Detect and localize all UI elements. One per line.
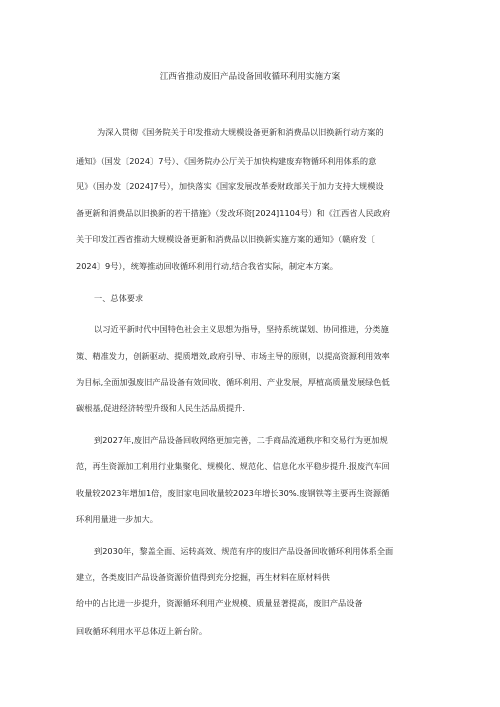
paragraph-line: 回收循环利用水平总体迈上新台阶。 — [76, 626, 208, 636]
intro-line: 通知》（国发〔2024〕7号）、《国务院办公厅关于加快构建废弃物循环利用体系的意 — [76, 156, 377, 166]
paragraph-line: 碳根基,促进经济转型升级和人民生活品质提升. — [76, 403, 245, 413]
intro-line: 2024〕9号），统筹推动回收循环利用行动,结合我省实际，制定本方案。 — [76, 261, 338, 271]
intro-line: 备更新和消费品以旧换新的若干措施》（发改环资[2024]1104号）和《江西省人民政府 — [76, 208, 391, 218]
paragraph-line: 为目标,全面加强废旧产品设备有效回收、循环利用、产业发展，厚植高质量发展绿色低 — [76, 377, 390, 387]
section-heading: 一、总体要求 — [94, 293, 144, 303]
intro-line: 关于印发江西省推动大规模设备更新和消费品以旧换新实施方案的通知》（赣府发〔 — [76, 234, 375, 244]
paragraph-line: 范，再生资源加工利用行业集聚化、规模化、规范化、信息化水平稳步提升.报废汽车回 — [76, 461, 390, 471]
intro-line: 为深入贯彻《国务院关于印发推动大规模设备更新和消费品以旧换新行动方案的 — [97, 127, 384, 137]
paragraph-line: 建立，各类废旧产品设备资源价值得到充分挖掘，再生材料在原材料供 — [76, 572, 330, 582]
paragraph-line: 环利用量进一步加大。 — [76, 514, 158, 524]
document-title: 江西省推动废旧产品设备回收循环利用实施方案 — [159, 72, 341, 82]
paragraph-line: 策、精准发力，创新驱动、提质增效,政府引导、市场主导的原则，以提高资源利用效率 — [76, 351, 390, 361]
paragraph-line: 给中的占比进一步提升，资源循环利用产业规模、质量显著提高，废旧产品设备 — [76, 598, 363, 608]
paragraph-line: 到2027年,废旧产品设备回收网络更加完善，二手商品流通秩序和交易行为更加规 — [94, 435, 388, 445]
paragraph-line: 收量较2023年增加1倍，废旧家电回收量较2023年增长30%.废钢铁等主要再生资源循 — [76, 488, 390, 498]
paragraph-line: 以习近平新时代中国特色社会主义思想为指导，坚持系统谋划、协同推进，分类施 — [94, 324, 389, 334]
paragraph-line: 到2030年，黎盖全面、运转高效、规范有序的废旧产品设备回收循环利用体系全面 — [94, 546, 394, 556]
intro-line: 见》（国办发〔2024]7号），加快落实《国家发展改革委财政部关于加力支持大规模设 — [76, 181, 384, 191]
